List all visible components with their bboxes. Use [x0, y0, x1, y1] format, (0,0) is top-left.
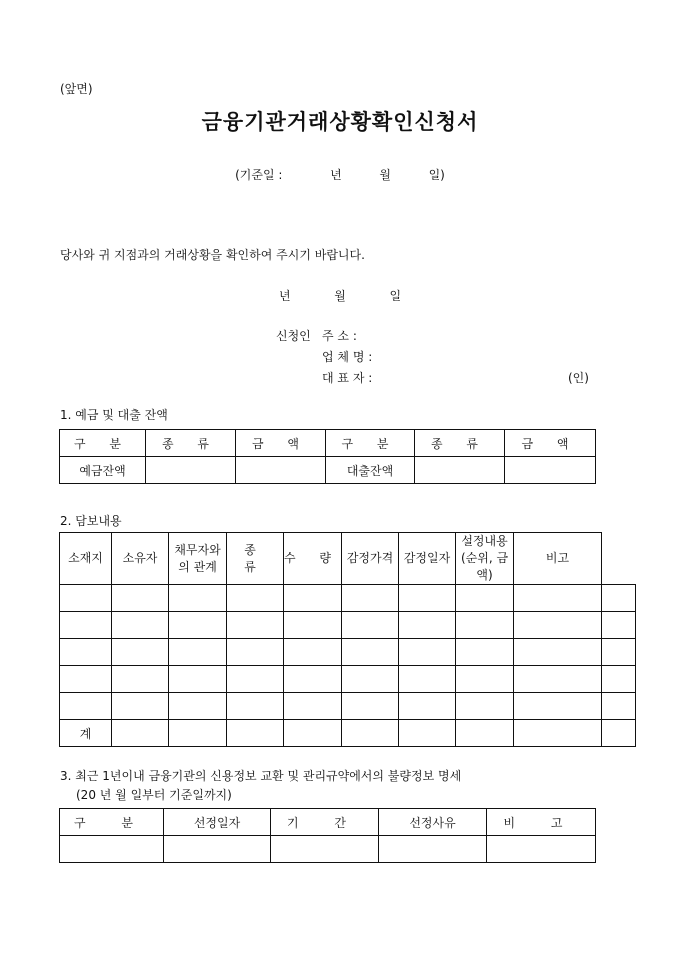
table-cell[interactable] [146, 457, 236, 484]
table-row [60, 585, 636, 612]
header-cell: 구 분 [326, 430, 415, 457]
basis-day: 일) [428, 168, 445, 182]
header-cell: 구 분 [60, 809, 164, 836]
seal-mark: (인) [568, 371, 589, 385]
balance-table [59, 429, 596, 484]
header-cell: 기 간 [271, 809, 379, 836]
header-cell: 선정사유 [379, 809, 487, 836]
date-year: 년 [278, 289, 291, 303]
date-month: 월 [334, 289, 346, 303]
header-cell: 종 류 [227, 533, 284, 585]
page-side-label: (앞면) [60, 82, 93, 96]
table-row [60, 639, 636, 666]
header-cell: 구 분 [60, 430, 146, 457]
table-row [60, 612, 636, 639]
deposit-balance-label: 예금잔액 [60, 457, 146, 484]
section2-title: 2. 담보내용 [60, 514, 122, 528]
header-cell [456, 533, 514, 585]
header-cell [169, 533, 227, 585]
basis-year: 년 [330, 168, 342, 182]
header-cell: 종 류 [146, 430, 236, 457]
total-row [60, 720, 636, 747]
company-name-label: 업 체 명 : [322, 350, 373, 364]
section3-title: 3. 최근 1년이내 금융기관의 신용정보 교환 및 관리규약에서의 불량정보 명세 [60, 769, 462, 783]
table-header-row [60, 430, 596, 457]
table-header-row [60, 809, 596, 836]
header-cell: 금 액 [505, 430, 596, 457]
section3-subtitle: (20 년 월 일부터 기준일까지) [76, 788, 232, 802]
header-cell: 금 액 [236, 430, 326, 457]
table-row [60, 457, 596, 484]
application-date [0, 287, 680, 304]
table-row [60, 836, 596, 863]
header-line: 설정내용 [461, 534, 508, 548]
header-cell: 소유자 [112, 533, 169, 585]
request-text: 당사와 귀 지점과의 거래상황을 확인하여 주시기 바랍니다. [60, 248, 365, 262]
section1-title: 1. 예금 및 대출 잔액 [60, 408, 168, 422]
table-cell[interactable] [236, 457, 326, 484]
header-cell: 수 량 [284, 533, 342, 585]
table-header-row [60, 533, 636, 585]
basis-month: 월 [379, 168, 391, 182]
basis-date [0, 166, 680, 183]
applicant-label: 신청인 [276, 329, 311, 343]
basis-open: (기준일 : [235, 168, 283, 182]
table-cell[interactable] [505, 457, 596, 484]
representative-label: 대 표 자 : [322, 371, 373, 385]
collateral-table [59, 532, 636, 747]
loan-balance-label: 대출잔액 [326, 457, 415, 484]
form-title: 금융기관거래상황확인신청서 [201, 109, 479, 134]
header-cell: 감정가격 [342, 533, 399, 585]
table-row [60, 693, 636, 720]
header-cell: 선정일자 [164, 809, 271, 836]
header-cell: 감정일자 [399, 533, 456, 585]
header-cell: 비 고 [487, 809, 596, 836]
header-line: 의 관계 [178, 559, 217, 574]
address-label: 주 소 : [322, 329, 357, 343]
header-line: 채무자와 [174, 542, 221, 557]
header-cell: 비고 [514, 533, 602, 585]
header-cell: 종 류 [415, 430, 505, 457]
table-row [60, 666, 636, 693]
table-cell[interactable] [415, 457, 505, 484]
header-cell: 소재지 [60, 533, 112, 585]
header-line: (순위, 금액) [460, 551, 509, 582]
credit-info-table [59, 808, 596, 863]
total-label: 계 [60, 720, 112, 747]
date-day: 일 [389, 289, 402, 303]
